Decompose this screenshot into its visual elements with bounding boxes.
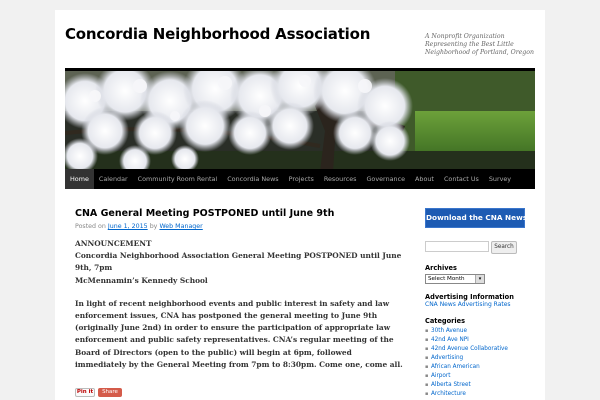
post-author-link[interactable]: Web Manager [159, 223, 203, 230]
announcement-headline: Concordia Neighborhood Association General Meeting POSTPONED until June 9th, 7pm [75, 251, 402, 273]
nav-item-community-room-rental[interactable]: Community Room Rental [137, 175, 218, 183]
chevron-down-icon: ▾ [475, 275, 484, 283]
nav-item-home[interactable]: Home [65, 169, 94, 189]
post-meta [75, 223, 405, 230]
sidebar [425, 208, 535, 399]
categories-widget [425, 317, 535, 399]
share-buttons [75, 388, 122, 397]
search-button[interactable]: Search [491, 241, 517, 254]
category-link[interactable]: ▪ African American [425, 363, 535, 372]
category-link[interactable]: ▪ Alberta Street [425, 381, 535, 390]
post-date-link[interactable]: June 1, 2015 [107, 223, 148, 230]
post-title[interactable]: CNA General Meeting POSTPONED until June 9th [75, 208, 335, 219]
advertising-title: Advertising Information [425, 293, 514, 301]
site-description: A Nonprofit Organization Representing the Best Little Neighborhood of Portland, Oregon [425, 33, 534, 56]
nav-item-concordia-news[interactable]: Concordia News [227, 175, 279, 183]
category-link[interactable]: ▪ Architecture [425, 390, 535, 399]
meta-prefix: Posted on [75, 223, 106, 230]
nav-item-survey[interactable]: Survey [488, 175, 512, 183]
category-link[interactable]: ▪ 30th Avenue [425, 327, 535, 336]
nav-item-calendar[interactable]: Calendar [98, 175, 128, 183]
archives-select-value: Select Month [428, 276, 465, 282]
post-content [75, 208, 405, 382]
categories-list [425, 327, 535, 399]
nav-item-about[interactable]: About [415, 175, 434, 183]
site-title[interactable]: Concordia Neighborhood Association [65, 25, 371, 43]
advertising-widget [425, 293, 535, 308]
categories-title: Categories [425, 317, 466, 325]
archives-select[interactable] [425, 274, 485, 284]
archives-widget [425, 264, 535, 284]
announcement-location: McMennamin’s Kennedy School [75, 275, 208, 285]
archives-title: Archives [425, 264, 457, 272]
category-link[interactable]: ▪ Airport [425, 372, 535, 381]
category-link[interactable]: ▪ 42nd Avenue Collaborative [425, 345, 535, 354]
main-navigation [65, 169, 535, 189]
category-link[interactable]: ▪ 42nd Ave NPI [425, 336, 535, 345]
pinterest-pin-button[interactable]: Pin it [76, 389, 94, 395]
post-body [75, 238, 405, 371]
nav-item-projects[interactable]: Projects [288, 175, 314, 183]
search-form [425, 241, 535, 254]
nav-item-resources[interactable]: Resources [323, 175, 357, 183]
nav-item-governance[interactable]: Governance [366, 175, 406, 183]
advertising-rates-link[interactable]: CNA News Advertising Rates [425, 301, 511, 308]
header-image [65, 68, 535, 169]
category-link[interactable]: ▪ Advertising [425, 354, 535, 363]
meta-by: by [149, 223, 158, 230]
cherry-blossom-photo [65, 71, 535, 169]
download-cna-news-button[interactable]: Download the CNA News [425, 208, 525, 228]
search-input[interactable] [425, 241, 489, 252]
announcement-label: ANNOUNCEMENT [75, 239, 152, 248]
announcement-body: In light of recent neighborhood events and public interest in safety and law enforcement issues, CNA has postponed the general meeting to June 9th (originally June 2nd) in order to ensure the participation of appropriate law enforcement and public safety representatives. CNA’s regular meeting of the Board of Directors (open to the public) will begin at 6pm, followed immediately by the General Meeting from 7pm to 8:30pm. Come one, come all. [75, 298, 403, 369]
page-container [55, 10, 545, 400]
share-button[interactable]: Share [98, 388, 122, 397]
nav-item-contact-us[interactable]: Contact Us [443, 175, 479, 183]
